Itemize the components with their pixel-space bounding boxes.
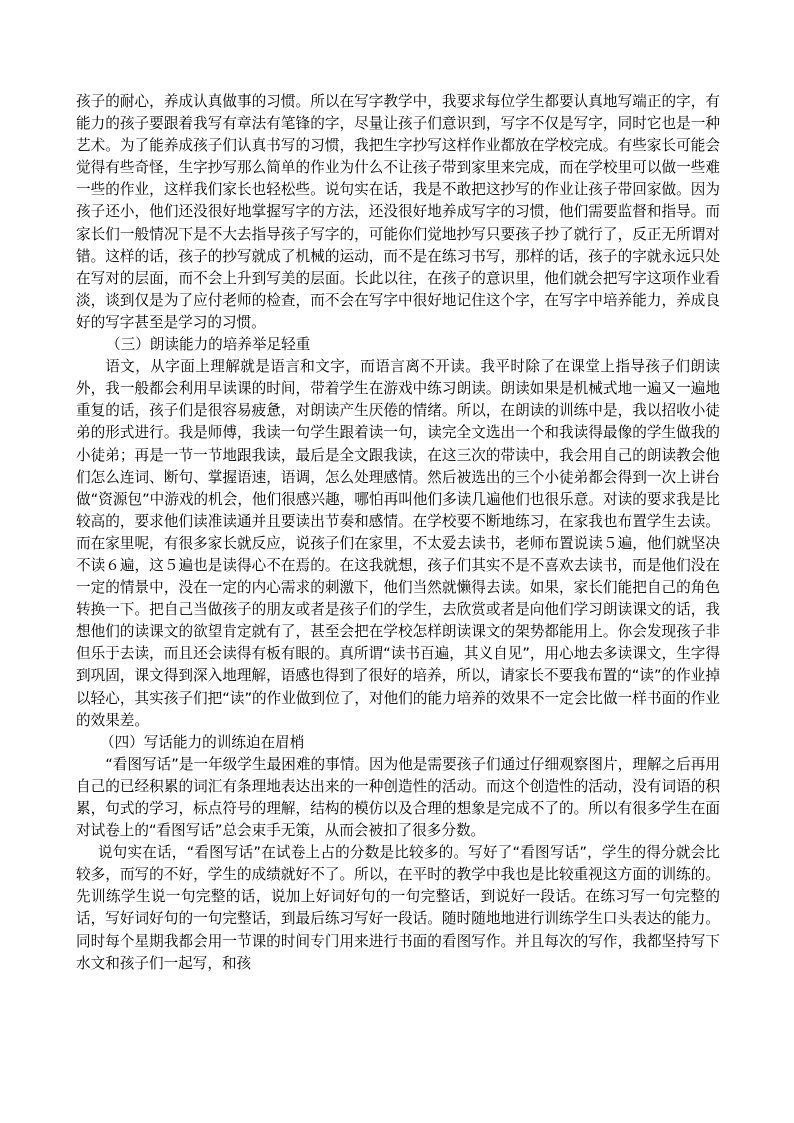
body-paragraph: “看图写话”是一年级学生最困难的事情。因为他是需要孩子们通过仔细观察图片，理解之后再用自己的已经积累的词汇有条理地表达出来的一种创造性的活动。而这个创造性的活动，没有词语的积累，句式的学习，标点符号的理解，结构的模仿以及合理的想象是完成不了的。所以有很多学生在面对试卷上的“看图写话”总会束手无策，从而会被扣了很多分数。 <box>76 755 720 840</box>
section-heading: （四）写话能力的训练迫在眉梢 <box>100 733 305 751</box>
body-paragraph: 说句实在话，“看图写话”在试卷上占的分数是比较多的。写好了“看图写话”，学生的得分就会比较多，而写的不好，学生的成绩就好不了。所以，在平时的教学中我也是比较重视这方面的训练的。先训练学生说一句完整的话，说加上好词好句的一句完整话，到说好一段话。在练习写一句完整的话，写好词好句的一句完整话，到最后练习写好一段话。随时随地地进行训练学生口头表达的能力。同时每个星期我都会用一节课的时间专门用来进行书面的看图写作。并且每次的写作，我都坚持写下水文和孩子们一起写，和孩 <box>76 844 720 972</box>
document-page <box>76 91 720 975</box>
body-paragraph: 语文，从字面上理解就是语言和文字，而语言离不开读。我平时除了在课堂上指导孩子们朗读外，我一般都会利用早读课的时间，带着学生在游戏中练习朗读。朗读如果是机械式地一遍又一遍地重复的话，孩子们是很容易疲惫，对朗读产生厌倦的情绪。所以，在朗读的训练中是，我以招收小徒弟的形式进行。我是师傅，我读一句学生跟着读一句，读完全文选出一个和我读得最像的学生做我的小徒弟；再是一节一节地跟我读，最后是全文跟我读，在这三次的带读中，我会用自己的朗读教会他们怎么连词、断句、掌握语速，语调，怎么处理感情。然后被选出的三个小徒弟都会得到一次上讲台做“资源包”中游戏的机会，他们很感兴趣，哪怕再叫他们多读几遍他们也很乐意。对读的要求我是比较高的，要求他们读准读通并且要读出节奏和感情。在学校要不断地练习，在家我也布置学生去读。而在家里呢，有很多家长就反应，说孩子们在家里，不太爱去读书，老师布置说读５遍，他们就坚决不读６遍，这５遍也是读得心不在焉的。在这我就想，孩子们其实不是不喜欢去读书，而是他们没在一定的情景中，没在一定的内心需求的刺激下，他们当然就懒得去读。如果，家长们能把自己的角色转换一下。把自己当做孩子的朋友或者是孩子们的学生，去欣赏或者是向他们学习朗读课文的话，我想他们的读课文的欲望肯定就有了，甚至会把在学校怎样朗读课文的架势都能用上。你会发现孩子非但乐于去读，而且还会读得有板有眼的。真所谓“读书百遍，其义自见”，用心地去多读课文，生字得到巩固，课文得到深入地理解，语感也得到了很好的培养，所以，请家长不要我布置的“读”的作业掉以轻心，其实孩子们把“读”的作业做到位了，对他们的能力培养的效果不一定会比做一样书面的作业的效果差。 <box>76 358 721 729</box>
section-heading: （三）朗读能力的培养举足轻重 <box>106 336 311 354</box>
body-paragraph: 孩子的耐心，养成认真做事的习惯。所以在写字教学中，我要求每位学生都要认真地写端正的字，有能力的孩子要跟着我写有章法有笔锋的字，尽量让孩子们意识到，写字不仅是写字，同时它也是一种艺术。为了能养成孩子们认真书写的习惯，我把生字抄写这样作业都放在学校完成。有些家长可能会觉得有些奇怪，生字抄写那么简单的作业为什么不让孩子带到家里来完成，而在学校里可以做一些难一些的作业，这样我们家长也轻松些。说句实在话，我是不敢把这抄写的作业让孩子带回家做。因为孩子还小，他们还没很好地掌握写字的方法，还没很好地养成写字的习惯，他们需要监督和指导。而家长们一般情况下是不大去指导孩子写字的，可能你们觉地抄写只要孩子抄了就行了，反正无所谓对错。这样的话，孩子的抄写就成了机械的运动，而不是在练习书写，那样的话，孩子的字就永远只处在写对的层面，而不会上升到写美的层面。长此以往，在孩子的意识里，他们就会把写字这项作业看淡，谈到仅是为了应付老师的检查，而不会在写字中很好地记住这个字，在写字中培养能力，养成良好的写字甚至是学习的习惯。 <box>76 93 720 331</box>
